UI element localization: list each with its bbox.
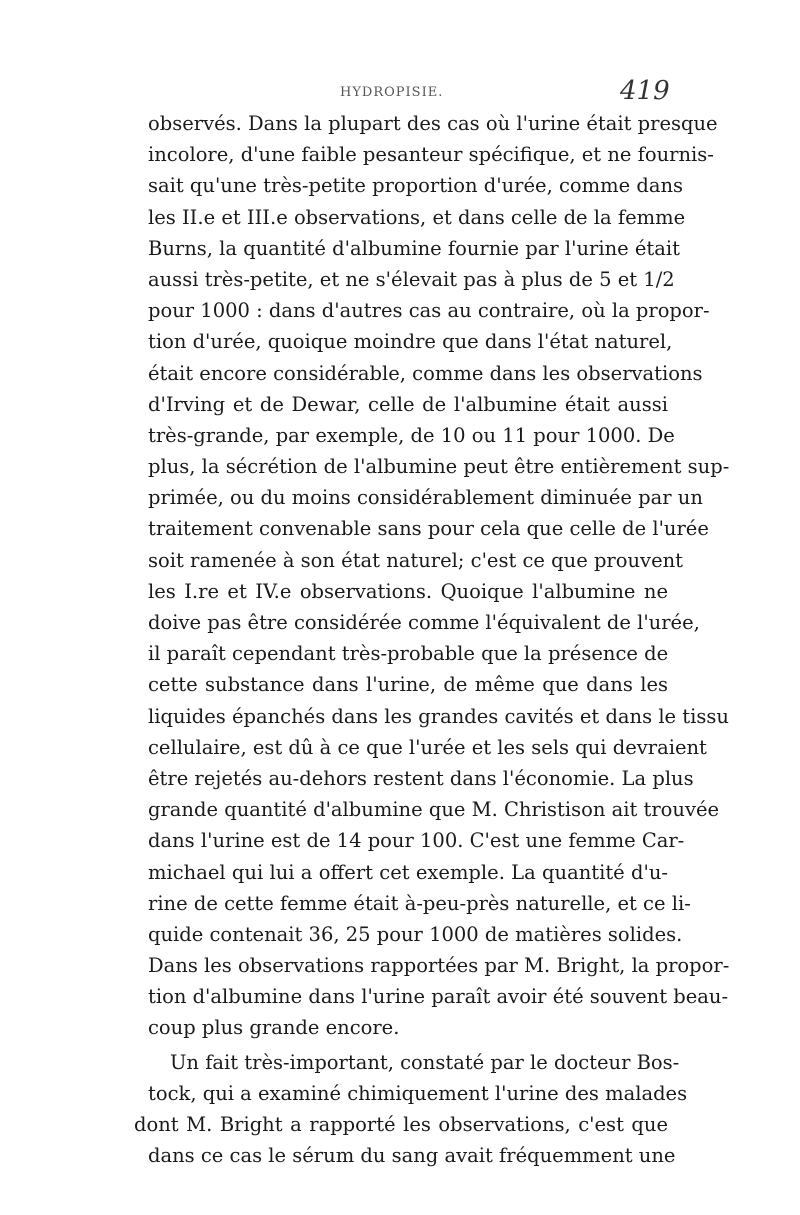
text-line: sait qu'une très-petite proportion d'urée, comme dans xyxy=(148,174,684,198)
text-line: dont M. Bright a rapporté les observations, c'est que xyxy=(134,1113,668,1136)
text-line: les I.re et IV.e observations. Quoique l'albumine ne xyxy=(148,579,668,603)
text-line: traitement convenable sans pour cela que celle de l'urée xyxy=(148,517,709,541)
text-line: cette substance dans l'urine, de même que dans les xyxy=(148,673,668,697)
text-line: dans ce cas le sérum du sang avait fréquemment une xyxy=(148,1144,676,1168)
text-line: soit ramenée à son état naturel; c'est ce que prouvent xyxy=(148,548,684,572)
text-line: Un fait très-important, constaté par le docteur Bos- xyxy=(170,1050,680,1074)
text-line: aussi très-petite, et ne s'élevait pas à plus de 5 et 1/2 xyxy=(148,267,675,291)
text-line: était encore considérable, comme dans les observations xyxy=(148,361,703,385)
text-line: cellulaire, est dû à ce que l'urée et les sels qui devraient xyxy=(148,735,707,759)
text-line: tion d'albumine dans l'urine paraît avoir été souvent beau- xyxy=(148,985,729,1009)
text-line: quide contenait 36, 25 pour 1000 de matières solides. xyxy=(148,922,683,946)
page-number: 419 xyxy=(620,76,670,106)
text-line: plus, la sécrétion de l'albumine peut être entièrement sup- xyxy=(148,455,730,479)
paragraph xyxy=(148,108,730,1044)
text-line: dans l'urine est de 14 pour 100. C'est une femme Car- xyxy=(148,829,685,853)
text-line: tion d'urée, quoique moindre que dans l'état naturel, xyxy=(148,330,673,354)
text-line: grande quantité d'albumine que M. Christison ait trouvée xyxy=(148,798,720,822)
text-line: être rejetés au-dehors restent dans l'économie. La plus xyxy=(148,766,694,790)
running-head: HYDROPISIE. xyxy=(340,85,444,100)
text-line: Burns, la quantité d'albumine fournie par l'urine était xyxy=(148,236,680,260)
text-line: d'Irving et de Dewar, celle de l'albumine était aussi xyxy=(148,392,668,416)
text-line: Dans les observations rapportées par M. Bright, la propor- xyxy=(148,954,730,978)
text-line: incolore, d'une faible pesanteur spécifique, et ne fournis- xyxy=(148,143,714,167)
text-line: très-grande, par exemple, de 10 ou 11 pour 1000. De xyxy=(148,423,675,447)
text-line: observés. Dans la plupart des cas où l'urine était presque xyxy=(148,112,718,135)
paragraph xyxy=(134,1047,688,1172)
text-line: michael qui lui a offert cet exemple. La quantité d'u- xyxy=(148,860,668,884)
text-line: tock, qui a examiné chimiquement l'urine des malades xyxy=(148,1081,688,1105)
text-line: les II.e et III.e observations, et dans celle de la femme xyxy=(148,205,686,229)
text-line: il paraît cependant très-probable que la présence de xyxy=(148,642,669,666)
body-text xyxy=(134,108,730,1171)
text-line: doive pas être considérée comme l'équivalent de l'urée, xyxy=(148,611,700,634)
text-line: coup plus grande encore. xyxy=(148,1016,400,1040)
text-line: rine de cette femme était à-peu-près naturelle, et ce li- xyxy=(148,891,691,915)
text-line: liquides épanchés dans les grandes cavités et dans le tissu xyxy=(148,704,729,728)
text-line: pour 1000 : dans d'autres cas au contraire, où la propor- xyxy=(148,299,710,323)
text-line: primée, ou du moins considérablement diminuée par un xyxy=(148,486,703,510)
